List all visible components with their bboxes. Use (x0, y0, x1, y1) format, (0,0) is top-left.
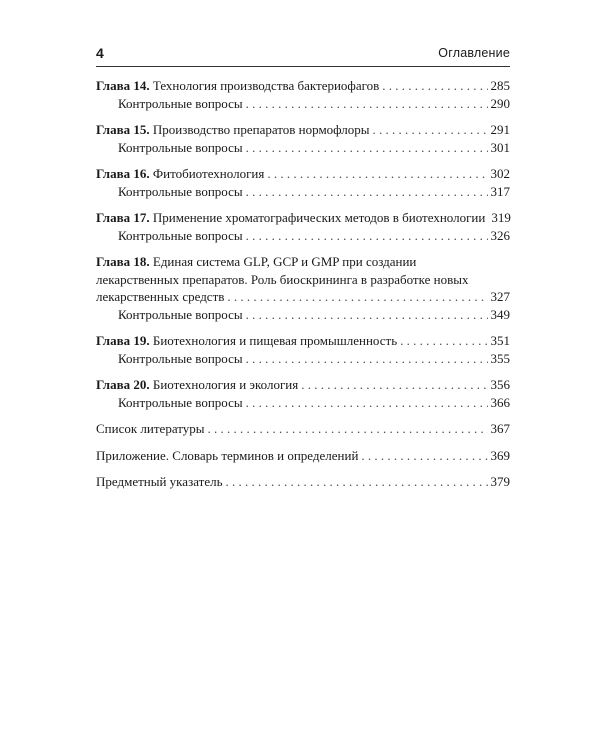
running-title: Оглавление (438, 46, 510, 60)
page-ref: 301 (490, 139, 510, 155)
page-ref: 356 (490, 377, 510, 392)
leader-dots (226, 473, 488, 491)
toc-chapter-15 (96, 121, 510, 156)
chapter-label: Глава 19. (96, 333, 150, 348)
toc-line[interactable] (96, 253, 510, 271)
subsection-title: Контрольные вопросы (118, 183, 243, 199)
entry-title: Предметный указатель (96, 474, 223, 489)
chapter-label: Глава 20. (96, 377, 150, 392)
subsection-title: Контрольные вопросы (118, 227, 243, 243)
toc-line[interactable] (96, 420, 510, 438)
chapter-label: Глава 17. (96, 210, 150, 225)
page-number: 4 (96, 45, 104, 61)
toc-chapter-16 (96, 165, 510, 200)
chapter-title-line2: лекарственных препаратов. Роль биоскрининга в разработке новых (96, 271, 469, 287)
page-ref: 291 (490, 122, 510, 137)
chapter-title: Производство препаратов нормофлоры (152, 122, 370, 137)
toc-subline[interactable] (96, 95, 510, 113)
toc-subline[interactable] (96, 306, 510, 324)
toc-index (96, 473, 510, 491)
toc-line[interactable] (96, 209, 510, 227)
toc-line[interactable] (96, 376, 510, 394)
entry-title: Список литературы (96, 421, 205, 436)
toc-chapter-17 (96, 209, 510, 244)
toc-chapter-18 (96, 253, 510, 323)
page-ref: 326 (490, 227, 510, 243)
leader-dots (246, 394, 488, 412)
toc-subline[interactable] (96, 227, 510, 245)
page-ref: 349 (490, 306, 510, 322)
toc-line[interactable] (96, 121, 510, 139)
page-ref: 285 (490, 78, 510, 93)
leader-dots (373, 121, 488, 139)
toc-chapter-20 (96, 376, 510, 411)
entry-title: Приложение. Словарь терминов и определений (96, 447, 359, 463)
table-of-contents (96, 77, 510, 491)
subsection-title: Контрольные вопросы (118, 306, 243, 322)
leader-dots (382, 77, 487, 95)
subsection-title: Контрольные вопросы (118, 95, 243, 111)
leader-dots (246, 139, 488, 157)
chapter-title: Биотехнология и пищевая промышленность (152, 333, 398, 348)
chapter-title-line1: Единая система GLP, GCP и GMP при создании (152, 254, 417, 269)
page-header (96, 45, 510, 65)
page-ref: 355 (490, 350, 510, 366)
page-ref: 351 (490, 333, 510, 348)
page-ref: 327 (490, 289, 510, 304)
toc-subline[interactable] (96, 350, 510, 368)
leader-dots (246, 350, 488, 368)
chapter-title: Технология производства бактериофагов (152, 78, 380, 93)
leader-dots (267, 165, 487, 183)
header-divider (96, 66, 510, 67)
chapter-title-line3: лекарственных средств (96, 289, 225, 304)
chapter-title: Фитобиотехнология (152, 166, 265, 181)
toc-line[interactable] (96, 447, 510, 465)
toc-line[interactable] (96, 165, 510, 183)
leader-dots (301, 376, 487, 394)
page-ref: 319 (491, 210, 511, 225)
chapter-label: Глава 18. (96, 254, 150, 269)
toc-bibliography (96, 420, 510, 438)
page-ref: 369 (490, 447, 510, 463)
leader-dots (246, 183, 488, 201)
toc-line-end[interactable] (96, 288, 510, 306)
page-ref: 317 (490, 183, 510, 199)
chapter-label: Глава 16. (96, 166, 150, 181)
toc-subline[interactable] (96, 183, 510, 201)
toc-chapter-14 (96, 77, 510, 112)
chapter-title: Применение хроматографических методов в биотехнологии (152, 210, 486, 225)
leader-dots (361, 447, 487, 465)
page-ref: 302 (490, 166, 510, 181)
subsection-title: Контрольные вопросы (118, 139, 243, 155)
toc-appendix (96, 447, 510, 465)
page-ref: 290 (490, 95, 510, 111)
leader-dots (400, 332, 487, 350)
page-ref: 366 (490, 394, 510, 410)
subsection-title: Контрольные вопросы (118, 394, 243, 410)
chapter-label: Глава 15. (96, 122, 150, 137)
leader-dots (227, 288, 487, 306)
page-ref: 367 (490, 421, 510, 436)
leader-dots (246, 306, 488, 324)
toc-chapter-19 (96, 332, 510, 367)
leader-dots (246, 95, 488, 113)
chapter-title: Биотехнология и экология (152, 377, 299, 392)
toc-line[interactable] (96, 77, 510, 95)
toc-subline[interactable] (96, 394, 510, 412)
toc-subline[interactable] (96, 139, 510, 157)
leader-dots (208, 420, 488, 438)
subsection-title: Контрольные вопросы (118, 350, 243, 366)
toc-line[interactable] (96, 473, 510, 491)
toc-line[interactable] (96, 332, 510, 350)
leader-dots (246, 227, 488, 245)
chapter-label: Глава 14. (96, 78, 150, 93)
page-ref: 379 (490, 474, 510, 489)
